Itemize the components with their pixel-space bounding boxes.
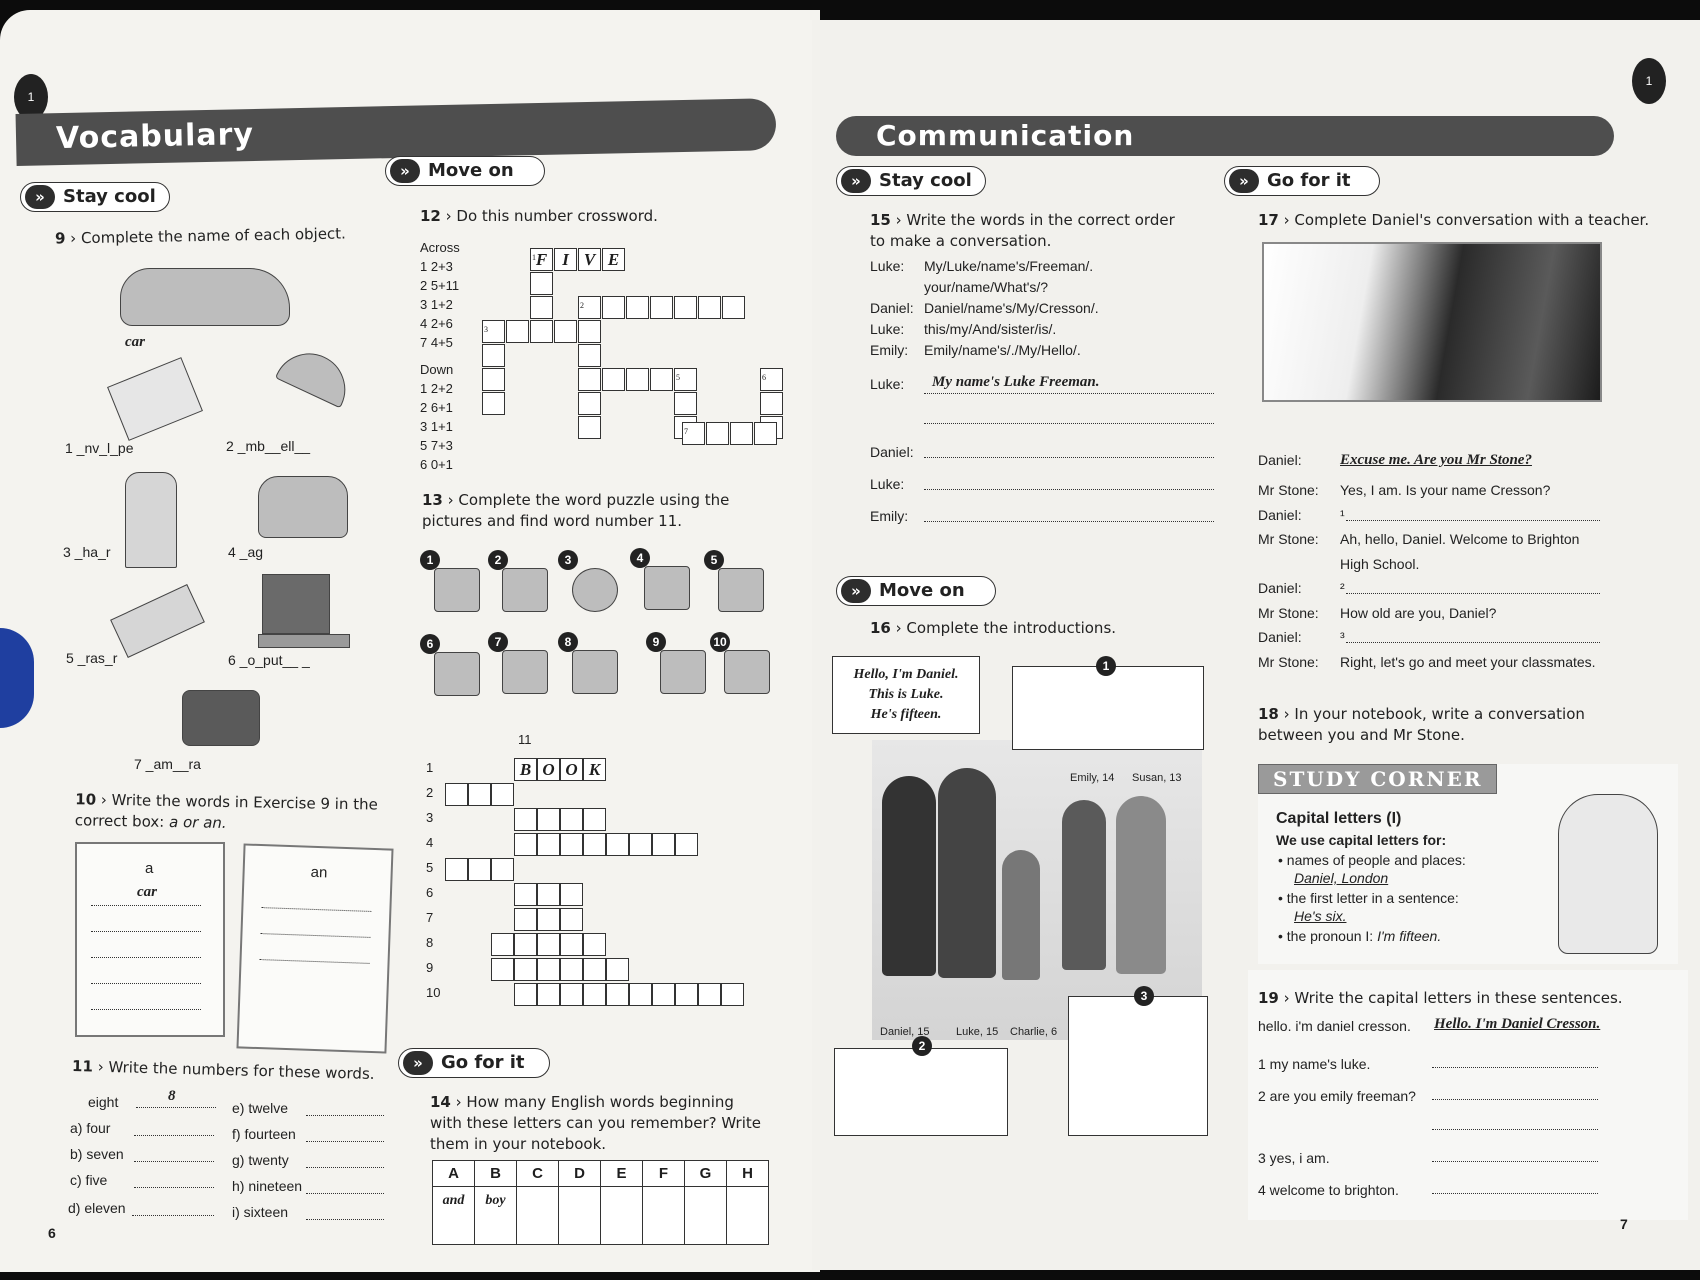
ex9-instruction: 9 › Complete the name of each object.	[54, 224, 347, 248]
dialogue-line: Excuse me. Are you Mr Stone?	[1340, 452, 1532, 468]
crossword-cell[interactable]	[578, 344, 601, 367]
crossword-cell[interactable]	[629, 983, 652, 1006]
ex9-item-3: 3 _ha_r	[63, 544, 111, 560]
bag-icon	[258, 476, 348, 538]
crossword-cell[interactable]	[583, 983, 606, 1006]
keyboard-icon	[258, 634, 350, 648]
crossword-cell[interactable]	[674, 296, 697, 319]
camera-icon	[182, 690, 260, 746]
ex11-instruction: 11 › Write the numbers for these words.	[71, 1057, 375, 1083]
crossword-cell[interactable]	[730, 422, 753, 445]
ex18-instruction: 18 › In your notebook, write a conversation between you and Mr Stone.	[1258, 705, 1585, 744]
picture-number: 6	[420, 634, 440, 654]
crossword-cell[interactable]	[537, 983, 560, 1006]
chevron-icon: »	[841, 169, 871, 193]
box-an: an	[236, 843, 393, 1053]
letters-table: A B C D E F G H and boy	[432, 1160, 769, 1245]
study-corner-title: STUDY CORNER	[1258, 764, 1497, 794]
umbrella-icon	[275, 342, 357, 409]
crossword-cell[interactable]	[514, 833, 537, 856]
crossword-cell[interactable]	[514, 808, 537, 831]
ex11-answer-example: 8	[168, 1088, 176, 1104]
move-on-pill: » Move on	[385, 156, 545, 186]
crossword-cell[interactable]	[754, 422, 777, 445]
column-number: 11	[518, 732, 532, 747]
unit-tab-right: 1	[1632, 58, 1666, 104]
crossword-cell[interactable]	[583, 933, 606, 956]
speech-bubble-3	[1068, 996, 1208, 1136]
crossword-cell[interactable]	[445, 858, 468, 881]
go-for-it-pill: » Go for it	[1224, 166, 1380, 196]
picture-number: 9	[646, 632, 666, 652]
crossword-cell[interactable]	[650, 368, 673, 391]
section-title: Communication	[836, 116, 1614, 156]
dialogue-line: High School.	[1340, 555, 1420, 572]
ex9-item-5: 5 _ras_r	[66, 650, 118, 666]
puzzle-row-number: 7	[426, 910, 434, 925]
study-corner: STUDY CORNER Capital letters (I) We use capital letters for: • names of people and places: Daniel, London • the first letter in a sentence: He's six. • the pronoun I: I'm fifteen.	[1258, 764, 1678, 964]
crossword-cell[interactable]: 5	[674, 368, 697, 391]
puzzle-row-number: 6	[426, 885, 434, 900]
crossword-cell[interactable]	[560, 958, 583, 981]
computer-icon	[262, 574, 330, 634]
crossword-cell[interactable]	[514, 883, 537, 906]
crossword-cell[interactable]	[530, 320, 553, 343]
crossword-cell[interactable]	[578, 368, 601, 391]
crossword-cell[interactable]: F 1	[530, 248, 553, 271]
picture-number: 5	[704, 550, 724, 570]
puzzle-row-number: 9	[426, 960, 434, 975]
crossword-cell[interactable]	[652, 983, 675, 1006]
crossword-cell[interactable]: B	[514, 758, 537, 781]
picture-number: 8	[558, 632, 578, 652]
crossword-cell[interactable]	[560, 883, 583, 906]
chair-icon	[125, 472, 177, 568]
crossword-cell[interactable]	[537, 833, 560, 856]
answer-blank[interactable]	[1346, 519, 1600, 521]
ex9-item-car: car	[125, 334, 145, 350]
crossword-cell[interactable]	[629, 833, 652, 856]
reader-cartoon-icon	[1558, 794, 1658, 954]
crossword-cell[interactable]	[514, 933, 537, 956]
crossword-cell[interactable]	[560, 908, 583, 931]
go-for-it-pill: » Go for it	[398, 1048, 550, 1078]
crossword-cell[interactable]	[602, 296, 625, 319]
crossword-cell[interactable]	[675, 983, 698, 1006]
crossword-cell[interactable]	[698, 296, 721, 319]
page-number: 7	[1620, 1216, 1628, 1232]
eraser-icon	[110, 584, 205, 658]
crossword-cell[interactable]	[721, 983, 744, 1006]
chevron-icon: »	[841, 579, 871, 603]
crossword-cell[interactable]	[760, 392, 783, 415]
crossword-cell[interactable]	[554, 320, 577, 343]
speech-bubble-daniel: Hello, I'm Daniel. This is Luke. He's fifteen.	[832, 656, 980, 734]
right-page: 1 Communication » Stay cool 15 › Write the words in the correct order to make a conversation. Luke: My/Luke/name's/Freeman/. your/name/What's/? Daniel: Daniel/name's/My/Cresson/. Luke: this/my/And/sister/is/. Emily: Emily/name's/./My/Hello/. Luke: My name's Luke Freeman. Daniel: Luke: Emily: » Move on 16 › Complete the introductions. Hello, I'm Daniel. This is Luke. He's fifteen. 1 2 3 Daniel, 15 Luke, 15 Charlie, 6 Emily, 14 Susan, 13 » Go for it 17 › Complete Daniel's conversation with a teacher. Daniel: Excuse me. Are you Mr Stone? Mr Stone: Yes, I am. Is your name Cresson? Daniel: ¹ Mr Stone: Ah, hello, Daniel. Welcome to Brighton High School. Daniel: ² Mr Stone: How old are you, Daniel? Daniel: ³ Mr Stone: Right, let's go and meet your classmates. 18 › In your notebook, write a conversation between you and Mr Stone. STUDY CORNER Capital letters (I) We use capital letters for: • names of people and places: Daniel, London • the first letter in a sentence: He's six. • the pronoun I: I'm fifteen. 19 › Write the capital letters in these sentences. hello. i'm daniel cresson. Hello. I'm Daniel Cresson. 1 my name's luke. 2 are you emily freeman? 3 yes, i am. 4 welcome to brighton. 7	[812, 20, 1700, 1270]
crossword-cell[interactable]	[606, 833, 629, 856]
crossword-cell[interactable]: O	[537, 758, 560, 781]
puzzle-row-number: 10	[426, 985, 441, 1000]
crossword-cell[interactable]	[468, 783, 491, 806]
dialogue-line: ²	[1340, 580, 1345, 596]
puzzle-picture-icon	[718, 568, 764, 612]
crossword-cell[interactable]	[626, 296, 649, 319]
dialogue-speaker: Mr Stone:	[1258, 653, 1319, 670]
crossword-cell[interactable]	[537, 958, 560, 981]
dialogue-speaker: Mr Stone:	[1258, 531, 1319, 547]
crossword-cell[interactable]: 6	[760, 368, 783, 391]
crossword-cell[interactable]	[482, 344, 505, 367]
ex13-instruction: 13 › Complete the word puzzle using the pictures and find word number 11.	[422, 491, 730, 530]
ex9-item-4: 4 _ag	[228, 544, 264, 560]
ex9-item-7: 7 _am__ra	[134, 756, 201, 772]
ex12-instruction: 12 › Do this number crossword.	[420, 207, 658, 225]
dialogue-speaker: Daniel:	[1258, 580, 1302, 596]
crossword-cell[interactable]	[578, 392, 601, 415]
crossword-cell[interactable]	[602, 368, 625, 391]
dialogue-speaker: Daniel:	[1258, 629, 1302, 645]
picture-number: 10	[710, 632, 730, 652]
ex19-example-answer: Hello. I'm Daniel Cresson.	[1434, 1016, 1601, 1032]
ex19-instruction: 19 › Write the capital letters in these sentences.	[1258, 989, 1623, 1007]
puzzle-picture-icon	[502, 568, 548, 612]
crossword-cell[interactable]	[491, 858, 514, 881]
picture-number: 7	[488, 632, 508, 652]
crossword-cell[interactable]	[706, 422, 729, 445]
crossword-cell[interactable]	[650, 296, 673, 319]
crossword-cell[interactable]	[674, 392, 697, 415]
answer-blank[interactable]	[1346, 641, 1600, 643]
crossword-cell[interactable]	[652, 833, 675, 856]
car-icon	[120, 268, 290, 326]
stay-cool-pill: » Stay cool	[836, 166, 986, 196]
crossword-cell[interactable]	[514, 908, 537, 931]
crossword-cell[interactable]	[560, 933, 583, 956]
chevron-icon: »	[390, 159, 420, 183]
speech-bubble-2	[834, 1048, 1008, 1136]
section-title: Vocabulary	[16, 98, 777, 166]
crossword-cell[interactable]	[560, 983, 583, 1006]
crossword-cell[interactable]	[578, 416, 601, 439]
ex9-item-1: 1 _nv_l_pe	[65, 440, 134, 456]
crossword-cell[interactable]	[491, 783, 514, 806]
puzzle-row-number: 5	[426, 860, 434, 875]
crossword-cell[interactable]: 7	[682, 422, 705, 445]
move-on-pill: » Move on	[836, 576, 996, 606]
puzzle-row-number: 1	[426, 760, 434, 775]
dialogue-line: ³	[1340, 629, 1345, 645]
puzzle-row-number: 8	[426, 935, 434, 950]
ex15-answer-1: My name's Luke Freeman.	[932, 374, 1100, 390]
puzzle-row-number: 3	[426, 810, 434, 825]
chevron-icon: »	[1229, 169, 1259, 193]
picture-number: 2	[488, 550, 508, 570]
crossword-cell[interactable]	[491, 958, 514, 981]
dialogue-speaker: Daniel:	[1258, 506, 1302, 523]
crossword-cell[interactable]: E	[602, 248, 625, 271]
crossword-cell[interactable]	[482, 392, 505, 415]
crossword-cell[interactable]	[606, 983, 629, 1006]
picture-number: 3	[558, 550, 578, 570]
crossword-cell[interactable]: V	[578, 248, 601, 271]
chevron-icon: »	[403, 1051, 433, 1075]
crossword-cell[interactable]: 3	[482, 320, 505, 343]
dialogue-speaker: Mr Stone:	[1258, 482, 1319, 498]
crossword-cell[interactable]	[514, 958, 537, 981]
crossword-cell[interactable]: 2	[578, 296, 601, 319]
chevron-icon: »	[25, 185, 55, 209]
puzzle-picture-icon	[660, 650, 706, 694]
crossword-cell[interactable]	[583, 833, 606, 856]
dialogue-line: Right, let's go and meet your classmates.	[1340, 653, 1596, 670]
dialogue-line: How old are you, Daniel?	[1340, 604, 1497, 621]
blue-clip	[0, 628, 34, 728]
puzzle-picture-icon	[434, 652, 480, 696]
crossword-cell[interactable]	[560, 808, 583, 831]
dialogue-line: Ah, hello, Daniel. Welcome to Brighton	[1340, 531, 1580, 547]
box-a-answer: car	[137, 884, 157, 900]
puzzle-picture-icon	[572, 650, 618, 694]
stay-cool-pill: » Stay cool	[20, 182, 170, 212]
picture-number: 1	[420, 550, 440, 570]
puzzle-row-number: 4	[426, 835, 434, 850]
crossword-cell[interactable]	[537, 933, 560, 956]
envelope-icon	[107, 357, 203, 441]
crossword-cell[interactable]	[514, 983, 537, 1006]
box-a: a car	[75, 842, 225, 1037]
puzzle-picture-icon	[434, 568, 480, 612]
crossword-cell[interactable]	[606, 958, 629, 981]
left-page: 1 Vocabulary » Stay cool 9 › Complete the name of each object. car 1 _nv_l_pe 2 _mb__ell__ 3 _ha_r 4 _ag 5 _ras_r 6 _o_put__ _ 7 _am__ra 10 › Write the words in Exercise 9 in the correct box: a or an. a car an 11 › Write the numbers for these words. eight 8 a) four b) seven c) five d) eleven e) twelve f) fourteen g) twenty h) nineteen i) sixteen 6 » Move on 12 › Do this number crossword. Across 1 2+3 2 5+11 3 1+2 4 2+6 7 4+5 Down 1 2+2 2 6+1 3 1+1 5 7+3 6 0+1 F 1 I V E 2 3 5 6 7 13 › Complete the word puzzle using the pictures and find word number 11. 1 2 3 4 5 6 7 8 9 10 11 1 B O O K 2 3 4 5 6 7 8 9 10 » Go for it 14 › How many English words beginning with these letters can you remember? Write them in your notebook. A B C D E F G H and boy	[0, 10, 820, 1272]
dialogue-speaker: Daniel:	[1258, 452, 1302, 468]
crossword-cell[interactable]	[537, 883, 560, 906]
crossword-cell[interactable]	[530, 272, 553, 295]
puzzle-row-number: 2	[426, 785, 434, 800]
crossword-cell[interactable]	[626, 368, 649, 391]
dialogue-line: Yes, I am. Is your name Cresson?	[1340, 482, 1551, 498]
crossword-cell[interactable]: I	[554, 248, 577, 271]
puzzle-picture-icon	[572, 568, 618, 612]
ex17-instruction: 17 › Complete Daniel's conversation with a teacher.	[1258, 211, 1650, 229]
crossword-cell[interactable]: K	[583, 758, 606, 781]
crossword-cell[interactable]: O	[560, 758, 583, 781]
crossword-cell[interactable]	[583, 958, 606, 981]
crossword-cell[interactable]	[675, 833, 698, 856]
answer-blank[interactable]	[1346, 592, 1600, 594]
crossword-cell[interactable]	[445, 783, 468, 806]
crossword-cell[interactable]	[482, 368, 505, 391]
page-number: 6	[48, 1225, 56, 1241]
crossword-cell[interactable]	[578, 320, 601, 343]
crossword-cell[interactable]	[537, 808, 560, 831]
puzzle-picture-icon	[502, 650, 548, 694]
ex9-item-6: 6 _o_put__ _	[228, 652, 310, 668]
ex16-instruction: 16 › Complete the introductions.	[870, 619, 1117, 637]
crossword-cell[interactable]	[491, 933, 514, 956]
crossword-cell[interactable]	[537, 908, 560, 931]
ex10-instruction: 10 › Write the words in Exercise 9 in the correct box: a or an.	[74, 790, 378, 832]
crossword-cell[interactable]	[468, 858, 491, 881]
picture-number: 4	[630, 548, 650, 568]
unit-tab-left: 1	[14, 74, 48, 120]
crossword-cell[interactable]	[583, 808, 606, 831]
crossword-cell[interactable]	[698, 983, 721, 1006]
dialogue-speaker: Mr Stone:	[1258, 604, 1319, 621]
ex15-instruction: 15 › Write the words in the correct order to make a conversation.	[870, 211, 1175, 250]
crossword-cell[interactable]	[506, 320, 529, 343]
crossword-cell[interactable]	[722, 296, 745, 319]
ex9-item-2: 2 _mb__ell__	[226, 438, 311, 454]
puzzle-picture-icon	[724, 650, 770, 694]
teacher-photo	[1262, 242, 1602, 402]
dialogue-line: ¹	[1340, 506, 1345, 523]
speech-bubble-1	[1012, 666, 1204, 750]
crossword-cell[interactable]	[560, 833, 583, 856]
ex14-instruction: 14 › How many English words beginning with these letters can you remember? Write them in your notebook.	[430, 1093, 761, 1153]
puzzle-picture-icon	[644, 566, 690, 610]
crossword-cell[interactable]	[530, 296, 553, 319]
